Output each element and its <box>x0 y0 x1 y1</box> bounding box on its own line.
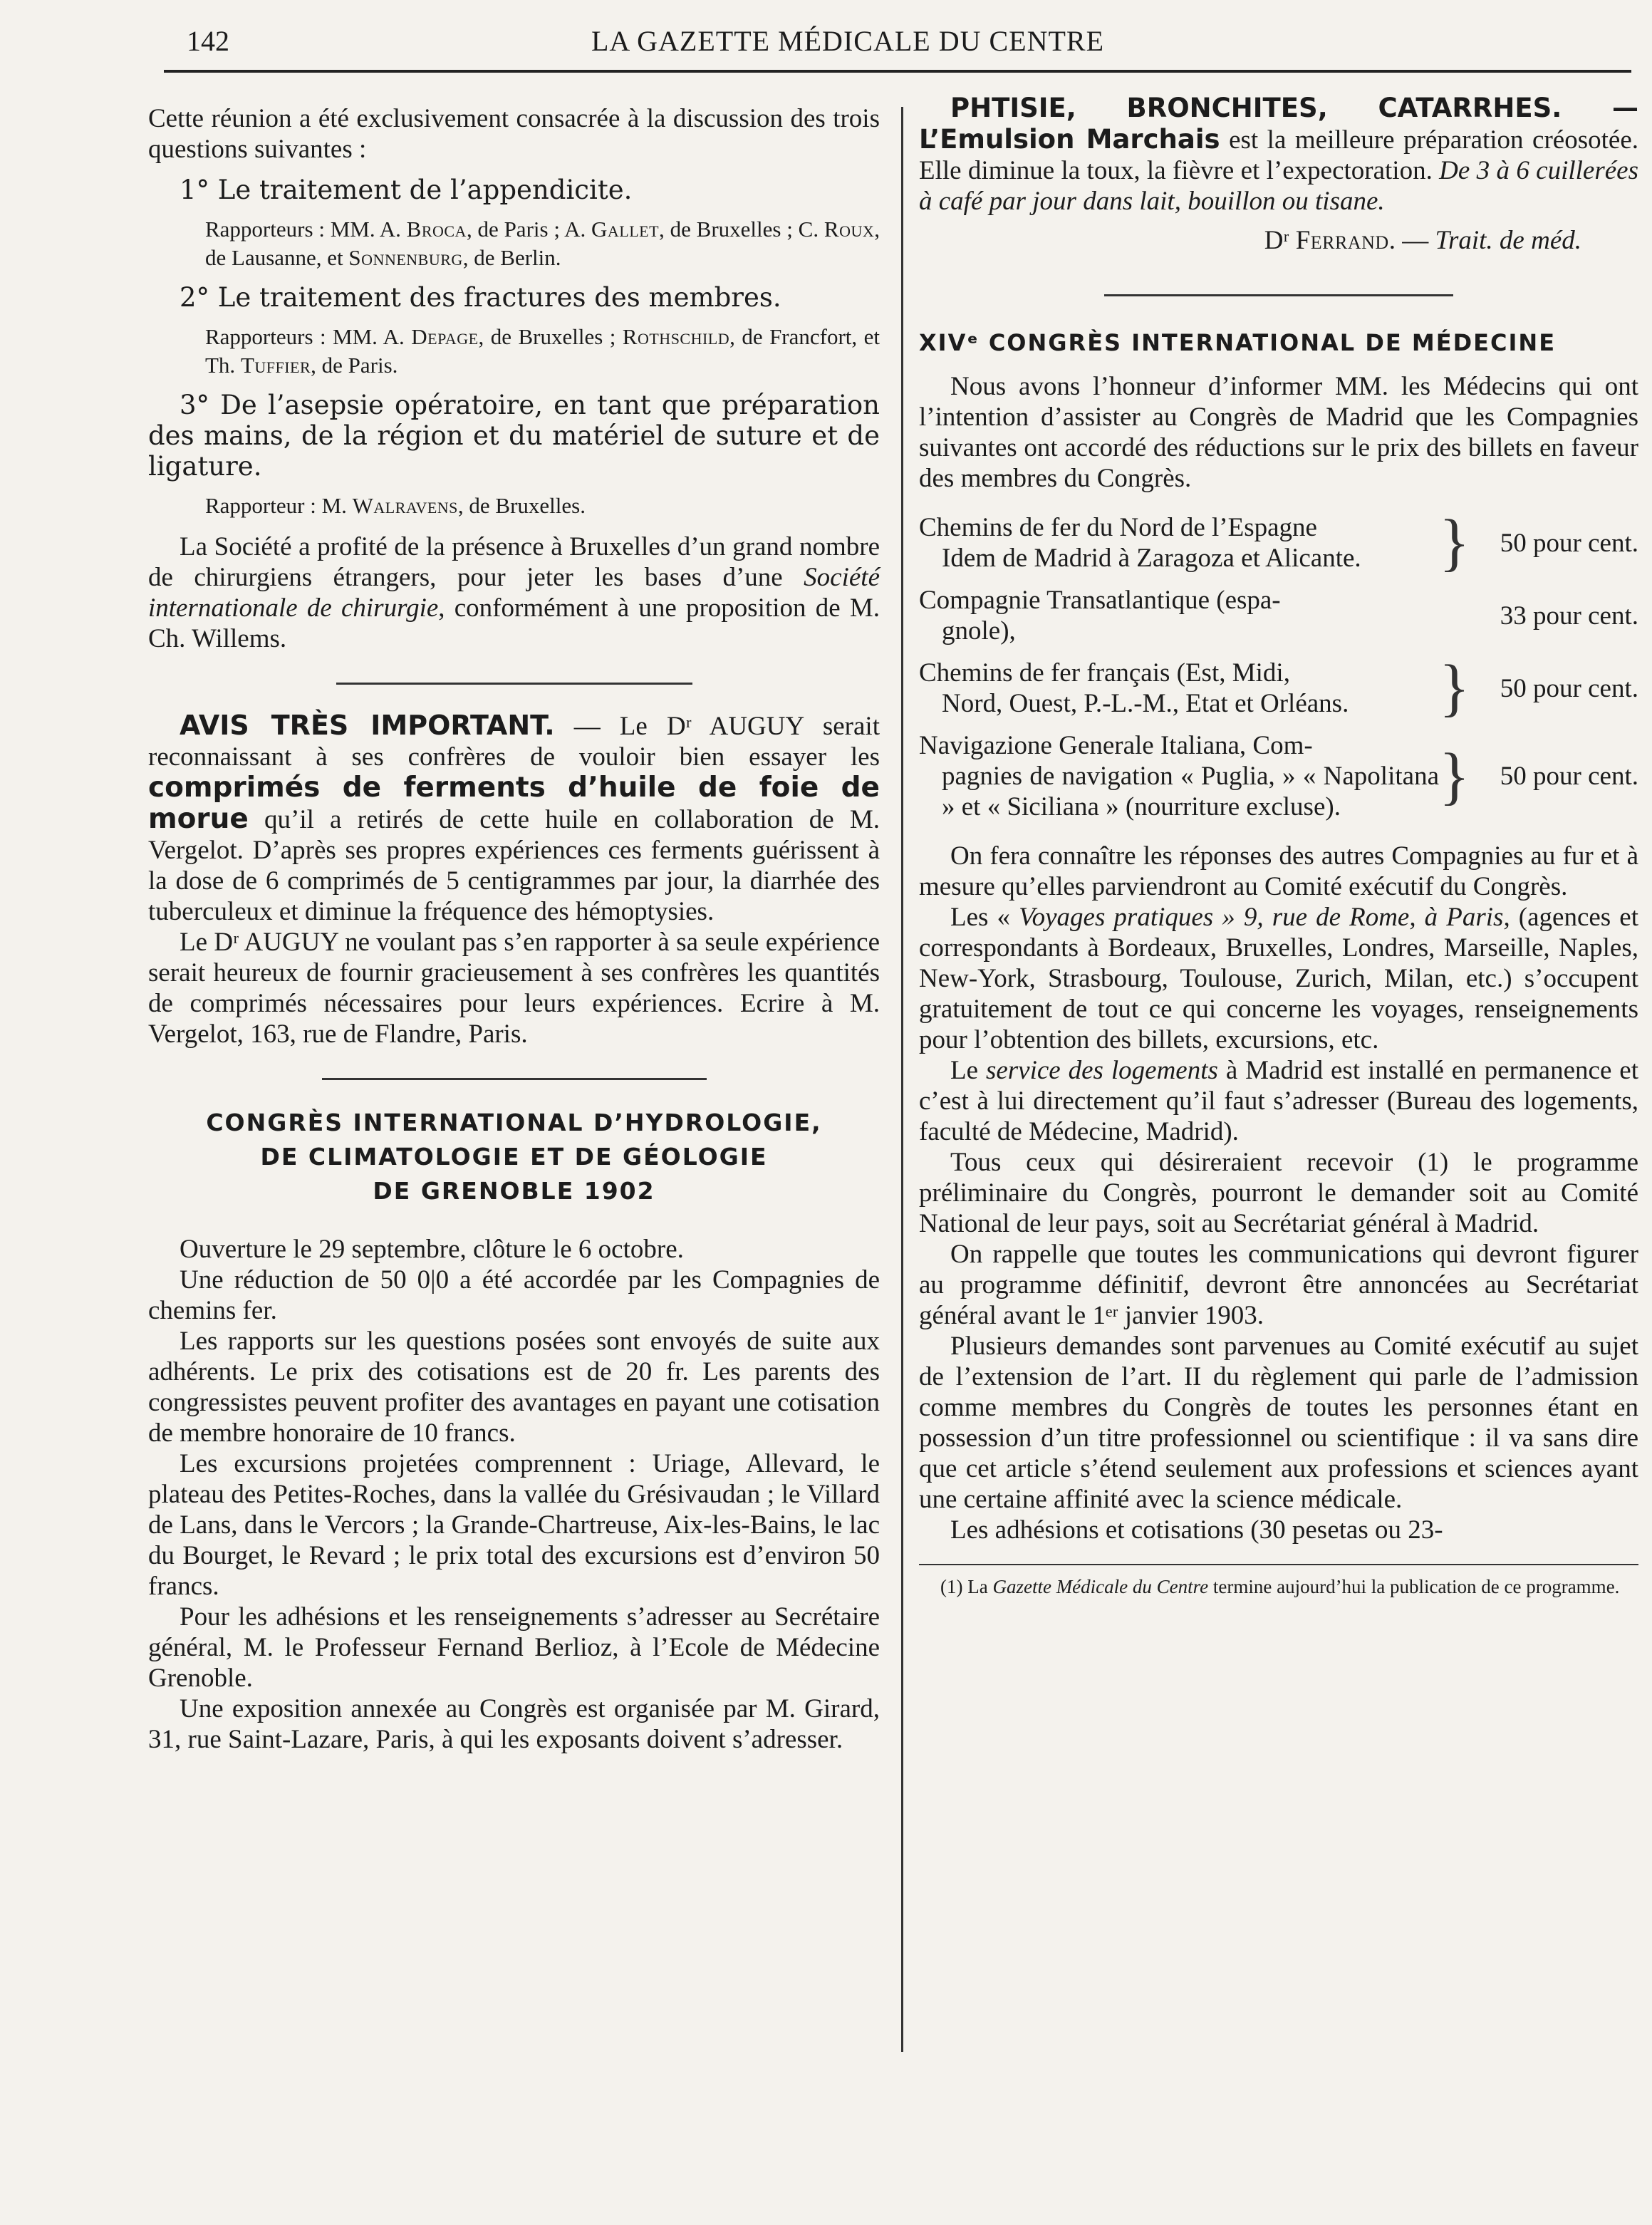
text: . — <box>1388 226 1435 255</box>
xiv-paragraph: On rappelle que toutes les communications qui devront figurer au programme définitif, devront être annoncées au Secrétariat général avant le 1ᵉʳ janvier 1903. <box>919 1240 1638 1330</box>
tarif-company-name: Compagnie Transatlantique (espa- <box>919 586 1281 615</box>
rapporteurs-2 <box>205 323 880 380</box>
name-broca: Broca <box>406 217 467 242</box>
tarif-company-detail: pagnies de navigation « Puglia, » « Napolitana » et « Siciliana » (nourriture excluse). <box>942 762 1439 821</box>
text: Le <box>950 1056 986 1085</box>
text: Rapporteurs : MM. A. <box>205 217 407 242</box>
brace-glyph: } <box>1439 507 1470 578</box>
text: , conformément à une proposition de M. Ch. Willems. <box>148 593 880 653</box>
journal-name: Gazette Médicale du Centre <box>992 1576 1209 1597</box>
page-number: 142 <box>187 25 229 57</box>
congres-paragraph: Une réduction de 50 0|0 a été accordée par les Compagnies de chemins fer. <box>148 1265 880 1325</box>
avis-paragraph <box>148 710 880 927</box>
text: (1) La <box>940 1576 993 1597</box>
text: La Société a profité de la présence à Bruxelles d’un grand nombre de chirurgiens étrangers, pour jeter les bases d’une <box>148 532 880 592</box>
xiv-paragraph: On fera connaître les réponses des autres Compagnies au fur et à mesure qu’elles parviendront au Comité exécutif du Congrès. <box>919 841 1638 901</box>
text: , de Paris. <box>311 353 398 378</box>
name-roux: Roux <box>824 217 875 242</box>
congres-paragraph: Ouverture le 29 septembre, clôture le 6 octobre. <box>180 1235 684 1264</box>
rapporteur-3 <box>205 492 880 520</box>
separator-rule <box>1104 294 1453 296</box>
footnote <box>919 1575 1638 1598</box>
text: , de Berlin. <box>462 245 561 270</box>
phtisie-paragraph <box>919 93 1638 217</box>
tarif-row <box>919 656 1638 730</box>
societe-paragraph <box>148 531 880 654</box>
tarif-company-name: Navigazione Generale Italiana, Com- <box>919 731 1313 760</box>
tarif-company-detail: gnole), <box>942 616 1016 645</box>
tarif-row <box>919 730 1638 832</box>
tarif-company-name: Chemins de fer du Nord de l’Espagne <box>919 513 1317 542</box>
text: — Le Dʳ AUGUY serait reconnaissant à ses confrères de vouloir bien essayer les <box>148 712 880 772</box>
text: est la meilleure préparation créosotée. Elle diminue la toux, la fièvre et l’expectoration. <box>919 125 1638 185</box>
footnote-rule <box>919 1564 1638 1565</box>
right-column <box>919 93 1638 1598</box>
text: Dʳ <box>1264 226 1296 255</box>
congres-heading-line-2: DE CLIMATOLOGIE ET DE GÉOLOGIE <box>260 1143 768 1171</box>
congres-paragraph: Les excursions projetées comprennent : Uriage, Allevard, le plateau des Petites-Roches, dans la vallée du Grésivaudan ; le Villard de Lans, dans le Vercors ; la Grande-Chartreuse, Aix-les-Bains, le lac du Bourget, le Revard ; le prix total des excursions est d’environ 50 francs. <box>148 1449 880 1601</box>
column-divider <box>901 107 903 2052</box>
xiv-intro: Nous avons l’honneur d’informer MM. les Médecins qui ont l’intention d’assister au Congrès de Madrid que les Compagnies suivantes ont accordé des réductions sur le prix des billets en faveur des membres du Congrès. <box>919 372 1638 493</box>
text: termine aujourd’hui la publication de ce programme. <box>1208 1576 1620 1597</box>
avis-heading: AVIS TRÈS IMPORTANT. <box>180 710 555 741</box>
name-gallet: Gallet <box>591 217 660 242</box>
congres-paragraph: Pour les adhésions et les renseignements s’adresser au Secrétaire général, M. le Professeur Fernand Berlioz, à l’Ecole de Médecine Grenoble. <box>148 1602 880 1693</box>
intro-paragraph: Cette réunion a été exclusivement consacrée à la discussion des trois questions suivantes : <box>148 104 880 164</box>
text: , de Bruxelles ; C. <box>659 217 824 242</box>
brace-glyph <box>1439 585 1470 656</box>
agency-name: Voyages pratiques » 9, rue de Rome, à Paris, <box>1019 903 1510 932</box>
xiv-heading: XIVᵉ CONGRÈS INTERNATIONAL DE MÉDECINE <box>919 329 1557 356</box>
xiv-paragraph: Les adhésions et cotisations (30 pesetas ou 23- <box>950 1515 1443 1545</box>
text: à Madrid est installé en permanence et c’est à lui directement qu’il faut s’adresser (Bureau des logements, faculté de Médecine, Madrid). <box>919 1056 1638 1146</box>
text: , de Paris ; A. <box>466 217 592 242</box>
tarif-reduction: 50 pour cent. <box>1500 673 1638 703</box>
xiv-paragraph: Tous ceux qui désireraient recevoir (1) le programme préliminaire du Congrès, pourront le demander soit au Comité National de leur pays, soit au Secrétariat général à Madrid. <box>919 1148 1638 1238</box>
congres-heading-line-3: DE GRENOBLE 1902 <box>373 1177 655 1205</box>
tarif-company-name: Chemins de fer français (Est, Midi, <box>919 658 1290 688</box>
congres-paragraph: Une exposition annexée au Congrès est organisée par M. Girard, 31, rue Saint-Lazare, Paris, à qui les exposants doivent s’adresser. <box>148 1694 880 1754</box>
name-walravens: Walravens <box>352 493 458 518</box>
separator-rule <box>336 683 692 685</box>
question-3: 3° De l’asepsie opératoire, en tant que préparation des mains, de la région et du matériel de suture et de ligature. <box>148 390 880 482</box>
question-1: 1° Le traitement de l’appendicite. <box>180 175 633 205</box>
header-rule <box>164 70 1631 73</box>
brand-name: Marchais <box>1086 124 1220 155</box>
text: — L’Emulsion <box>919 93 1638 155</box>
tarif-company <box>919 730 1439 832</box>
tarif-company-detail: Nord, Ouest, P.-L.-M., Etat et Orléans. <box>942 689 1349 718</box>
congres-heading <box>148 1106 880 1208</box>
text: (agences et correspondants à Bordeaux, Bruxelles, Londres, Marseille, Naples, New-York, Strasbourg, Toulouse, Zurich, Milan, etc.) s’occupent gratuitement de tout ce qui concerne les voyages, renseignements pour l’obtention des billets, excursions, etc. <box>919 903 1638 1054</box>
tarif-company-detail: Idem de Madrid à Zaragoza et Alicante. <box>942 544 1361 573</box>
name-rothschild: Rothschild <box>622 324 730 349</box>
text: Rapporteur : M. <box>205 493 353 518</box>
text: , de Francfort, et Th. <box>205 324 880 378</box>
congres-paragraph: Les rapports sur les questions posées sont envoyés de suite aux adhérents. Le prix des cotisations est de 20 fr. Les parents des congressistes peuvent profiter des avantages en payant une cotisation de membre honoraire de 10 francs. <box>148 1327 880 1448</box>
tarif-reduction: 33 pour cent. <box>1500 601 1638 631</box>
brace-glyph: } <box>1439 740 1470 811</box>
text: Les « <box>950 903 1019 932</box>
name-tuffier: Tuffier <box>240 353 311 378</box>
tarif-company <box>919 656 1439 730</box>
tarif-reduction: 50 pour cent. <box>1500 528 1638 558</box>
text: Rapporteurs : MM. A. <box>205 324 412 349</box>
left-column <box>148 103 880 1755</box>
name-depage: Depage <box>411 324 479 349</box>
phtisie-signature <box>919 225 1581 256</box>
source-ref: Trait. de méd. <box>1435 226 1581 255</box>
text: , de Bruxelles ; <box>478 324 623 349</box>
tarif-company <box>919 585 1439 656</box>
journal-title: LA GAZETTE MÉDICALE DU CENTRE <box>591 25 1105 57</box>
avis-paragraph-2: Le Dʳ AUGUY ne voulant pas s’en rapporter à sa seule expérience serait heureux de fournir gracieusement à ses confrères les quantités de comprimés nécessaires pour leurs expériences. Ecrire à M. Vergelot, 163, rue de Flandre, Paris. <box>148 928 880 1049</box>
tarif-row <box>919 585 1638 656</box>
brace-glyph: } <box>1439 653 1470 723</box>
congres-heading-line-1: CONGRÈS INTERNATIONAL D’HYDROLOGIE, <box>206 1109 822 1136</box>
tarif-company <box>919 511 1439 585</box>
question-2: 2° Le traitement des fractures des membres. <box>180 282 781 313</box>
name-sonnenburg: Sonnenburg <box>348 245 463 270</box>
phtisie-heading: PHTISIE, BRONCHITES, CATARRHES. <box>950 93 1562 123</box>
tarifs-table <box>919 507 1638 832</box>
tarif-row <box>919 511 1638 585</box>
text: , de Bruxelles. <box>457 493 586 518</box>
dosage-text: De 3 à 6 cuillerées à café par jour dans lait, bouillon ou tisane. <box>919 156 1638 216</box>
tarif-reduction: 50 pour cent. <box>1500 762 1638 791</box>
separator-rule <box>322 1078 707 1080</box>
xiv-paragraph: Plusieurs demandes sont parvenues au Comité exécutif au sujet de l’extension de l’art. II du règlement qui parle de l’admission comme membres du Congrès de toutes les personnes étant en possession d’un titre professionnel ou scientifique : il va sans dire que cet article s’étend seulement aux professions et sciences ayant une certaine affinité avec la science médicale. <box>919 1332 1638 1514</box>
rapporteurs-1 <box>205 215 880 272</box>
societe-name: Société internationale de chirurgie <box>148 563 880 623</box>
text: , de Lausanne, et <box>205 217 880 270</box>
name-ferrand: Ferrand <box>1295 226 1389 255</box>
service-name: service des logements <box>985 1056 1218 1085</box>
text: qu’il a retirés de cette huile en collaboration de M. Vergelot. D’après ses propres expériences ces ferments guérissent à la dose de 6 comprimés de 5 centigrammes par jour, la diarrhée des tuberculeux et diminue la fréquence des hémoptysies. <box>148 805 880 926</box>
xiv-paragraph <box>919 1055 1638 1147</box>
avis-product: comprimés de ferments d’huile de foie de morue <box>148 772 880 835</box>
xiv-paragraph <box>919 902 1638 1055</box>
